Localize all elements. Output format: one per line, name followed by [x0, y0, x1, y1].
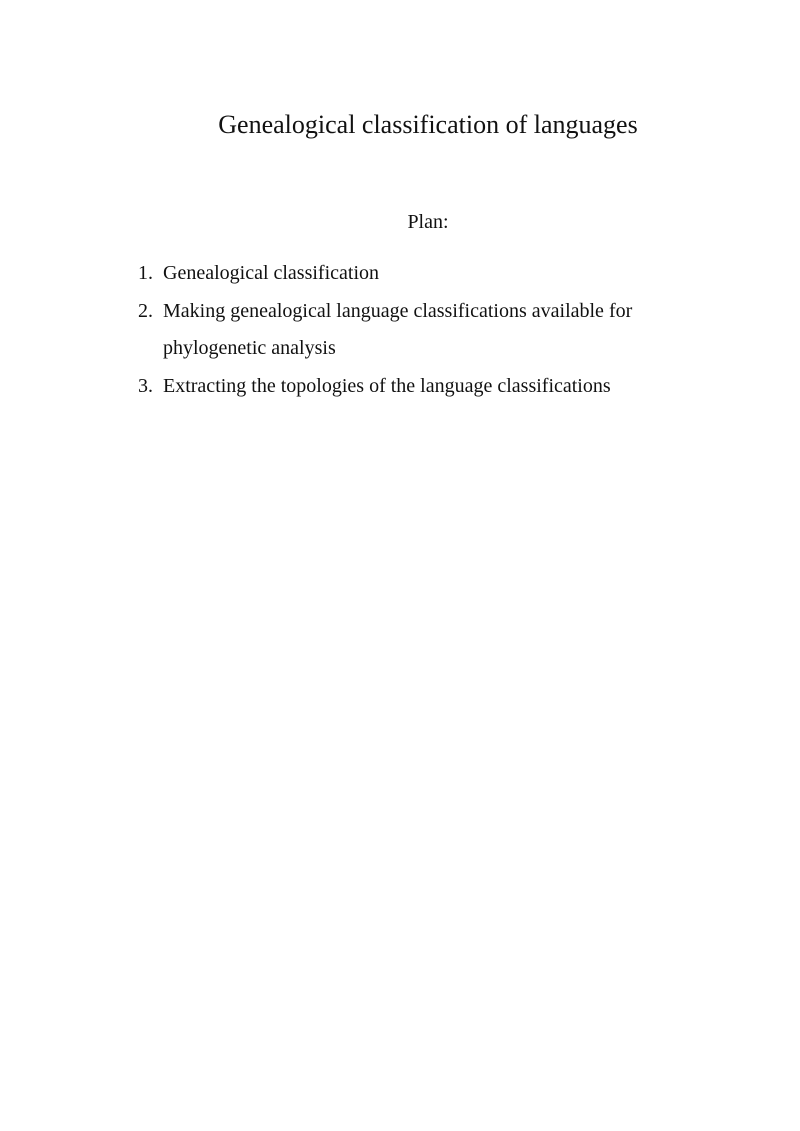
- document-title: Genealogical classification of languages: [218, 110, 638, 139]
- list-item-text: Making genealogical language classifications available for phylogenetic analysis: [163, 299, 633, 359]
- list-item: [138, 293, 698, 368]
- list-number: 1.: [138, 262, 153, 284]
- list-number: 3.: [138, 374, 153, 397]
- list-item: [138, 255, 698, 293]
- plan-list: [138, 255, 698, 405]
- plan-heading: Plan:: [407, 211, 449, 233]
- list-number: 2.: [138, 299, 153, 322]
- list-item-text: Genealogical classification: [163, 262, 380, 284]
- list-item: [138, 368, 698, 406]
- list-item-text: Extracting the topologies of the language classifications: [163, 374, 611, 397]
